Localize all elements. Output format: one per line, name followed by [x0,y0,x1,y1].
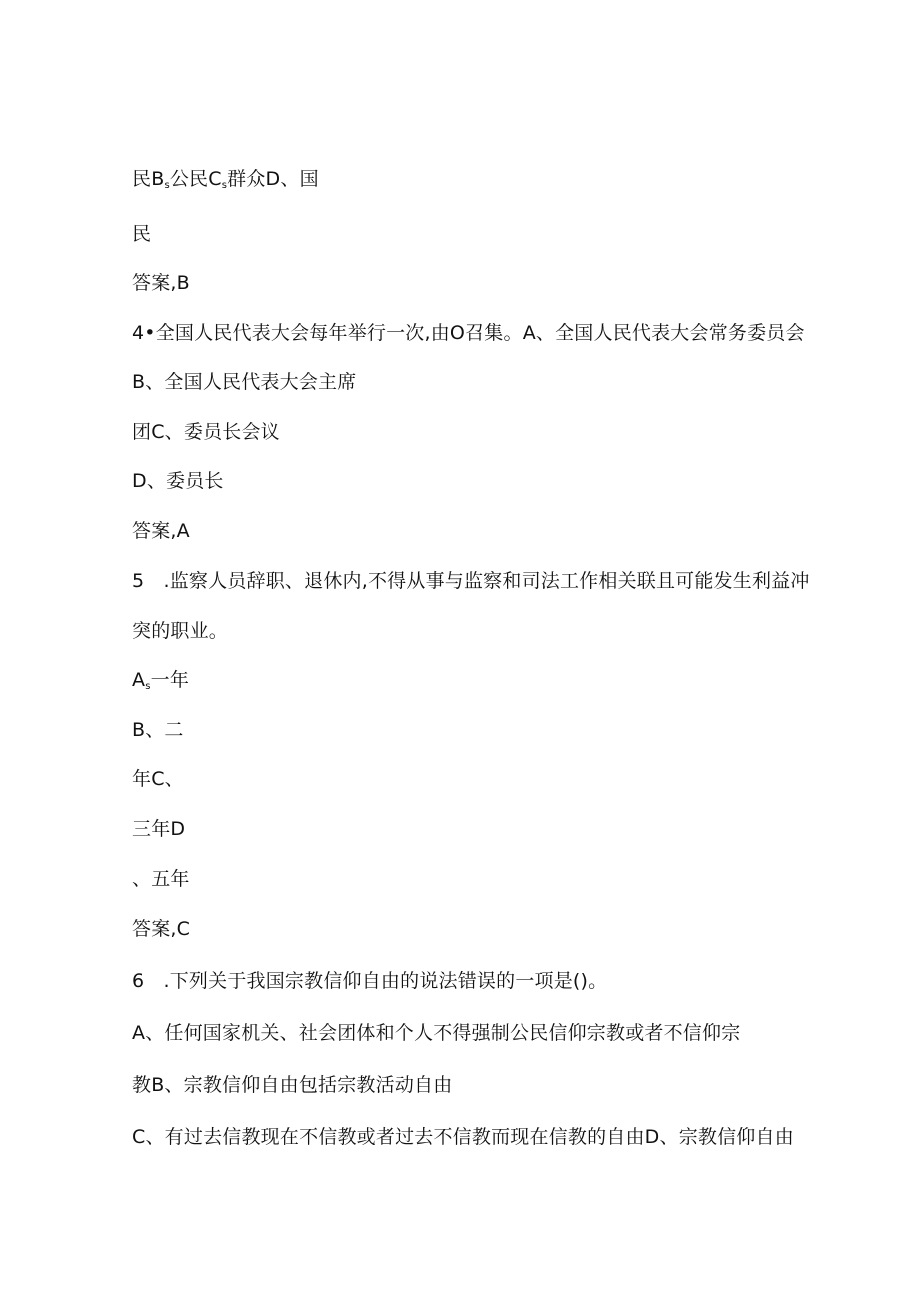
option-line: B、二 [132,719,184,741]
subscript-s: s [145,681,151,692]
option-line: 团C、委员长会议 [132,421,280,443]
text-line: 民 [132,223,152,245]
text-segment: 公民C [169,168,222,190]
text-segment: A [132,669,146,691]
question-5: 5 .监察人员辞职、退休内,不得从事与监察和司法工作相关联且可能发生利益冲 [132,570,810,592]
text-segment: 群众D、国 [227,168,319,190]
option-line-one-year [132,668,189,699]
option-line: 教B、宗教信仰自由包括宗教活动自由 [132,1074,453,1096]
option-line: C、有过去信教现在不信教或者过去不信教而现在信教的自由D、宗教信仰自由 [132,1126,794,1148]
option-line: 、五年 [132,868,190,890]
option-line: 三年D [132,818,186,840]
answer-line: 答案,A [132,520,190,542]
question-6: 6 .下列关于我国宗教信仰自由的说法错误的一项是()。 [132,970,608,992]
option-line-citizens [132,167,319,198]
answer-line: 答案,B [132,272,190,294]
subscript-s: s [164,180,170,191]
option-line: B、全国人民代表大会主席 [132,371,357,393]
answer-line: 答案,C [132,918,191,940]
subscript-s: s [221,180,228,191]
option-line: 年C、 [132,768,184,790]
text-segment: 一年 [150,669,190,691]
option-line: A、任何国家机关、社会团体和个人不得强制公民信仰宗教或者不信仰宗 [132,1022,741,1044]
question-4: 4•全国人民代表大会每年举行一次,由O召集。A、全国人民代表大会常务委员会 [132,322,805,344]
option-line: D、委员长 [132,470,224,492]
text-segment: 民B [132,168,165,190]
question-5-continued: 突的职业。 [132,620,229,642]
